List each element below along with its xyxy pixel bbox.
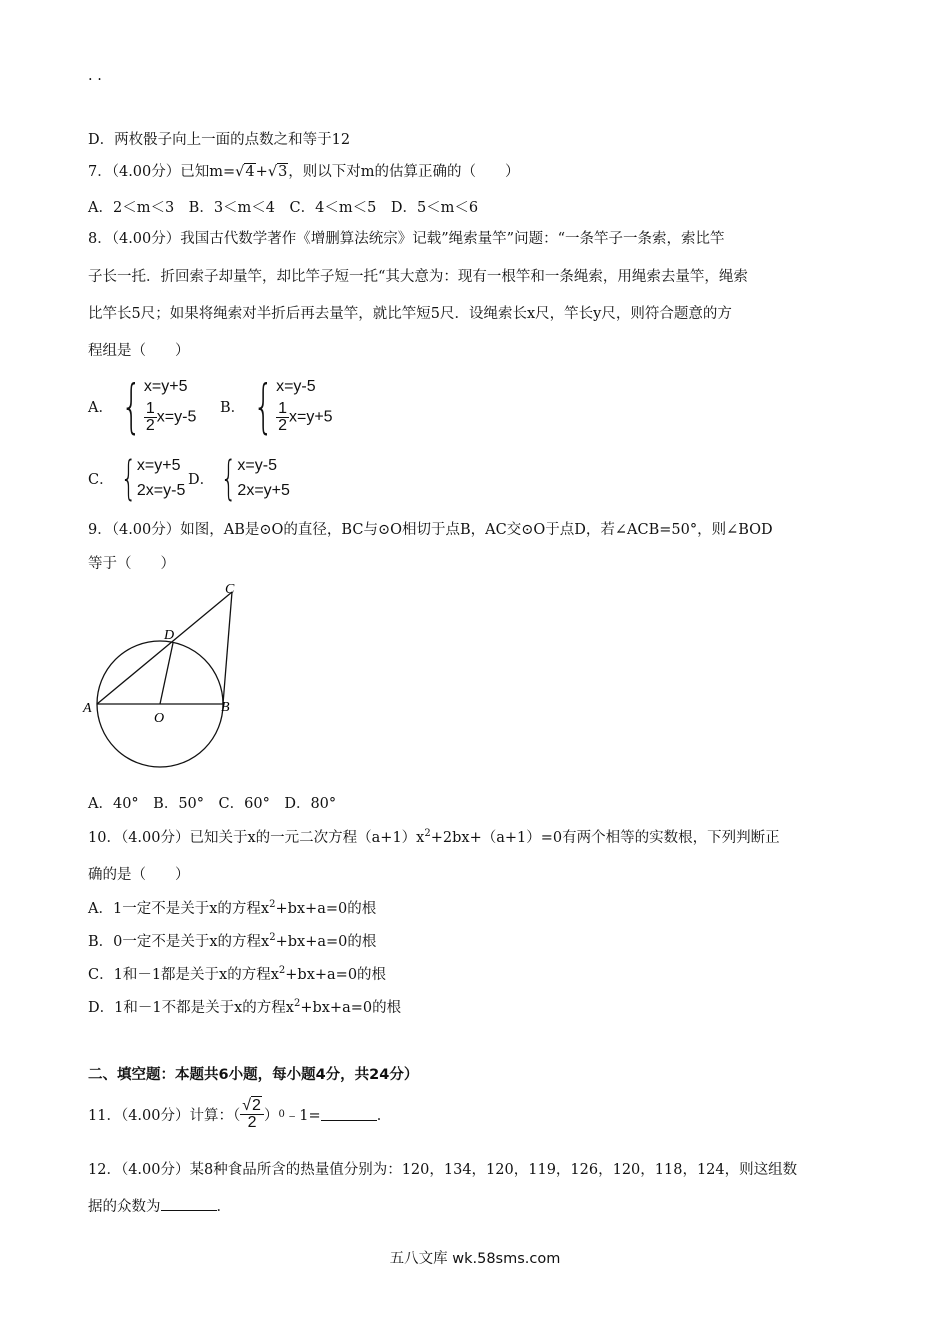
q7-stem: 7．（4.00分）已知m=√4+√3，则以下对m的估算正确的（ ） bbox=[88, 164, 520, 180]
q8-line3: 比竿长5尺；如果将绳索对半折后再去量竿，就比竿短5尺．设绳索长x尺，竿长y尺，则符合题意的方 bbox=[88, 306, 732, 322]
q10-option-b: B．0一定不是关于x的方程$x^2+bx+a=0$的根 bbox=[88, 932, 377, 950]
q7-plus: + bbox=[255, 164, 268, 180]
brace-icon: { bbox=[253, 372, 274, 440]
secant-ac bbox=[97, 592, 232, 704]
tangent-bc bbox=[223, 592, 232, 704]
q8-option-c bbox=[88, 452, 185, 504]
q11-fraction: $\frac{√2}{2}$ bbox=[240, 1098, 264, 1131]
q10-line1: 10．（4.00分）已知关于x的一元二次方程$(a+1)x^2+2bx+(a+1)=0$有两个相等的实数根，下列判断正 bbox=[88, 828, 780, 846]
q7-options: A．2＜m＜3 B．3＜m＜4 C．4＜m＜5 D．5＜m＜6 bbox=[88, 200, 479, 216]
q6-option-d: D．两枚骰子向上一面的点数之和等于12 bbox=[88, 132, 351, 148]
footer-watermark: 五八文库 wk.58sms.com bbox=[389, 1251, 561, 1267]
q7-sqrt-a: 4 bbox=[245, 164, 255, 180]
q8-c-label: C． bbox=[88, 471, 114, 488]
brace-icon: { bbox=[220, 451, 237, 505]
label-o: O bbox=[154, 711, 165, 726]
q11 bbox=[88, 1098, 391, 1131]
q12-answer-blank[interactable] bbox=[161, 1198, 217, 1211]
q8-a-label: A． bbox=[88, 399, 113, 416]
q7-stem-suffix: ，则以下对m的估算正确的（ ） bbox=[288, 164, 520, 180]
q8-option-b bbox=[220, 370, 333, 442]
q11-exponent: 0 bbox=[278, 1109, 285, 1120]
q8-d-eq2: 2x=y+5 bbox=[237, 481, 290, 499]
label-d: D bbox=[164, 628, 175, 643]
q8-a-eq1: x=y+5 bbox=[143, 377, 188, 395]
q11-answer-blank[interactable] bbox=[321, 1108, 377, 1121]
q8-option-d bbox=[188, 452, 290, 504]
q10-option-d: D．1和－1不都是关于x的方程$x^2+bx+a=0$的根 bbox=[88, 998, 402, 1016]
q8-d-eq1: x=y-5 bbox=[237, 456, 277, 474]
q10-option-a: A．1一定不是关于x的方程$x^2+bx+a=0$的根 bbox=[88, 899, 377, 917]
q8-c-eq1: x=y+5 bbox=[136, 456, 181, 474]
q8-line2: 子长一托．折回索子却量竿，却比竿子短一托“其大意为：现有一根竿和一条绳索，用绳索去量竿，绳索 bbox=[88, 269, 748, 285]
q11-prefix: 11．（4.00分）计算：（ bbox=[88, 1108, 241, 1124]
q8-a-eq2: x=y-5 bbox=[156, 408, 197, 426]
q8-option-a bbox=[88, 370, 196, 442]
q11-minus: ﹣1= bbox=[284, 1108, 321, 1124]
q7-stem-prefix: 7．（4.00分）已知m= bbox=[88, 164, 236, 180]
q11-end: ． bbox=[376, 1108, 392, 1124]
segment-od bbox=[160, 643, 173, 704]
q8-b-label: B． bbox=[220, 399, 246, 416]
q8-b-fraction: $\frac{1}{2}$ bbox=[278, 399, 287, 434]
brace-icon: { bbox=[120, 451, 137, 505]
q8-a-fraction: $\frac{1}{2}$ bbox=[145, 399, 155, 434]
q11-close: ） bbox=[263, 1108, 279, 1124]
q8-d-label: D． bbox=[188, 471, 215, 488]
q8-c-eq2: 2x=y-5 bbox=[136, 481, 186, 499]
q9-line1: 9．（4.00分）如图，AB是⊙O的直径，BC与⊙O相切于点B，AC交⊙O于点D，若∠ACB=50°，则∠BOD bbox=[88, 522, 773, 538]
label-b: B bbox=[221, 700, 230, 715]
q12-line1: 12．（4.00分）某8种食品所含的热量值分别为：120，134，120，119，126，120，118，124，则这组数 bbox=[88, 1162, 798, 1178]
q7-sqrt-b: 3 bbox=[278, 164, 288, 180]
q8-line1: 8．（4.00分）我国古代数学著作《增删算法统宗》记载”绳索量竿”问题：“一条竿子一条索，索比竿 bbox=[88, 231, 725, 247]
label-c: C bbox=[225, 582, 235, 597]
q10-line2: 确的是（ ） bbox=[88, 867, 190, 883]
q8-line4: 程组是（ ） bbox=[88, 343, 190, 359]
q9-options: A．40° B．50° C．60° D．80° bbox=[88, 796, 337, 812]
section2-title: 二、填空题：本题共6小题，每小题4分，共24分） bbox=[88, 1067, 419, 1083]
circle-tangent-figure bbox=[80, 575, 250, 785]
label-a: A bbox=[83, 701, 92, 716]
q10-option-c: C．1和－1都是关于x的方程$x^2+bx+a=0$的根 bbox=[88, 965, 387, 983]
q9-line2: 等于（ ） bbox=[88, 556, 175, 572]
q8-b-eq1: x=y-5 bbox=[276, 377, 316, 395]
q8-b-eq2: x=y+5 bbox=[288, 408, 333, 426]
header-dots: . . bbox=[88, 68, 102, 84]
brace-icon: { bbox=[121, 372, 142, 440]
q12-line2: 据的众数为 ． bbox=[88, 1199, 231, 1215]
